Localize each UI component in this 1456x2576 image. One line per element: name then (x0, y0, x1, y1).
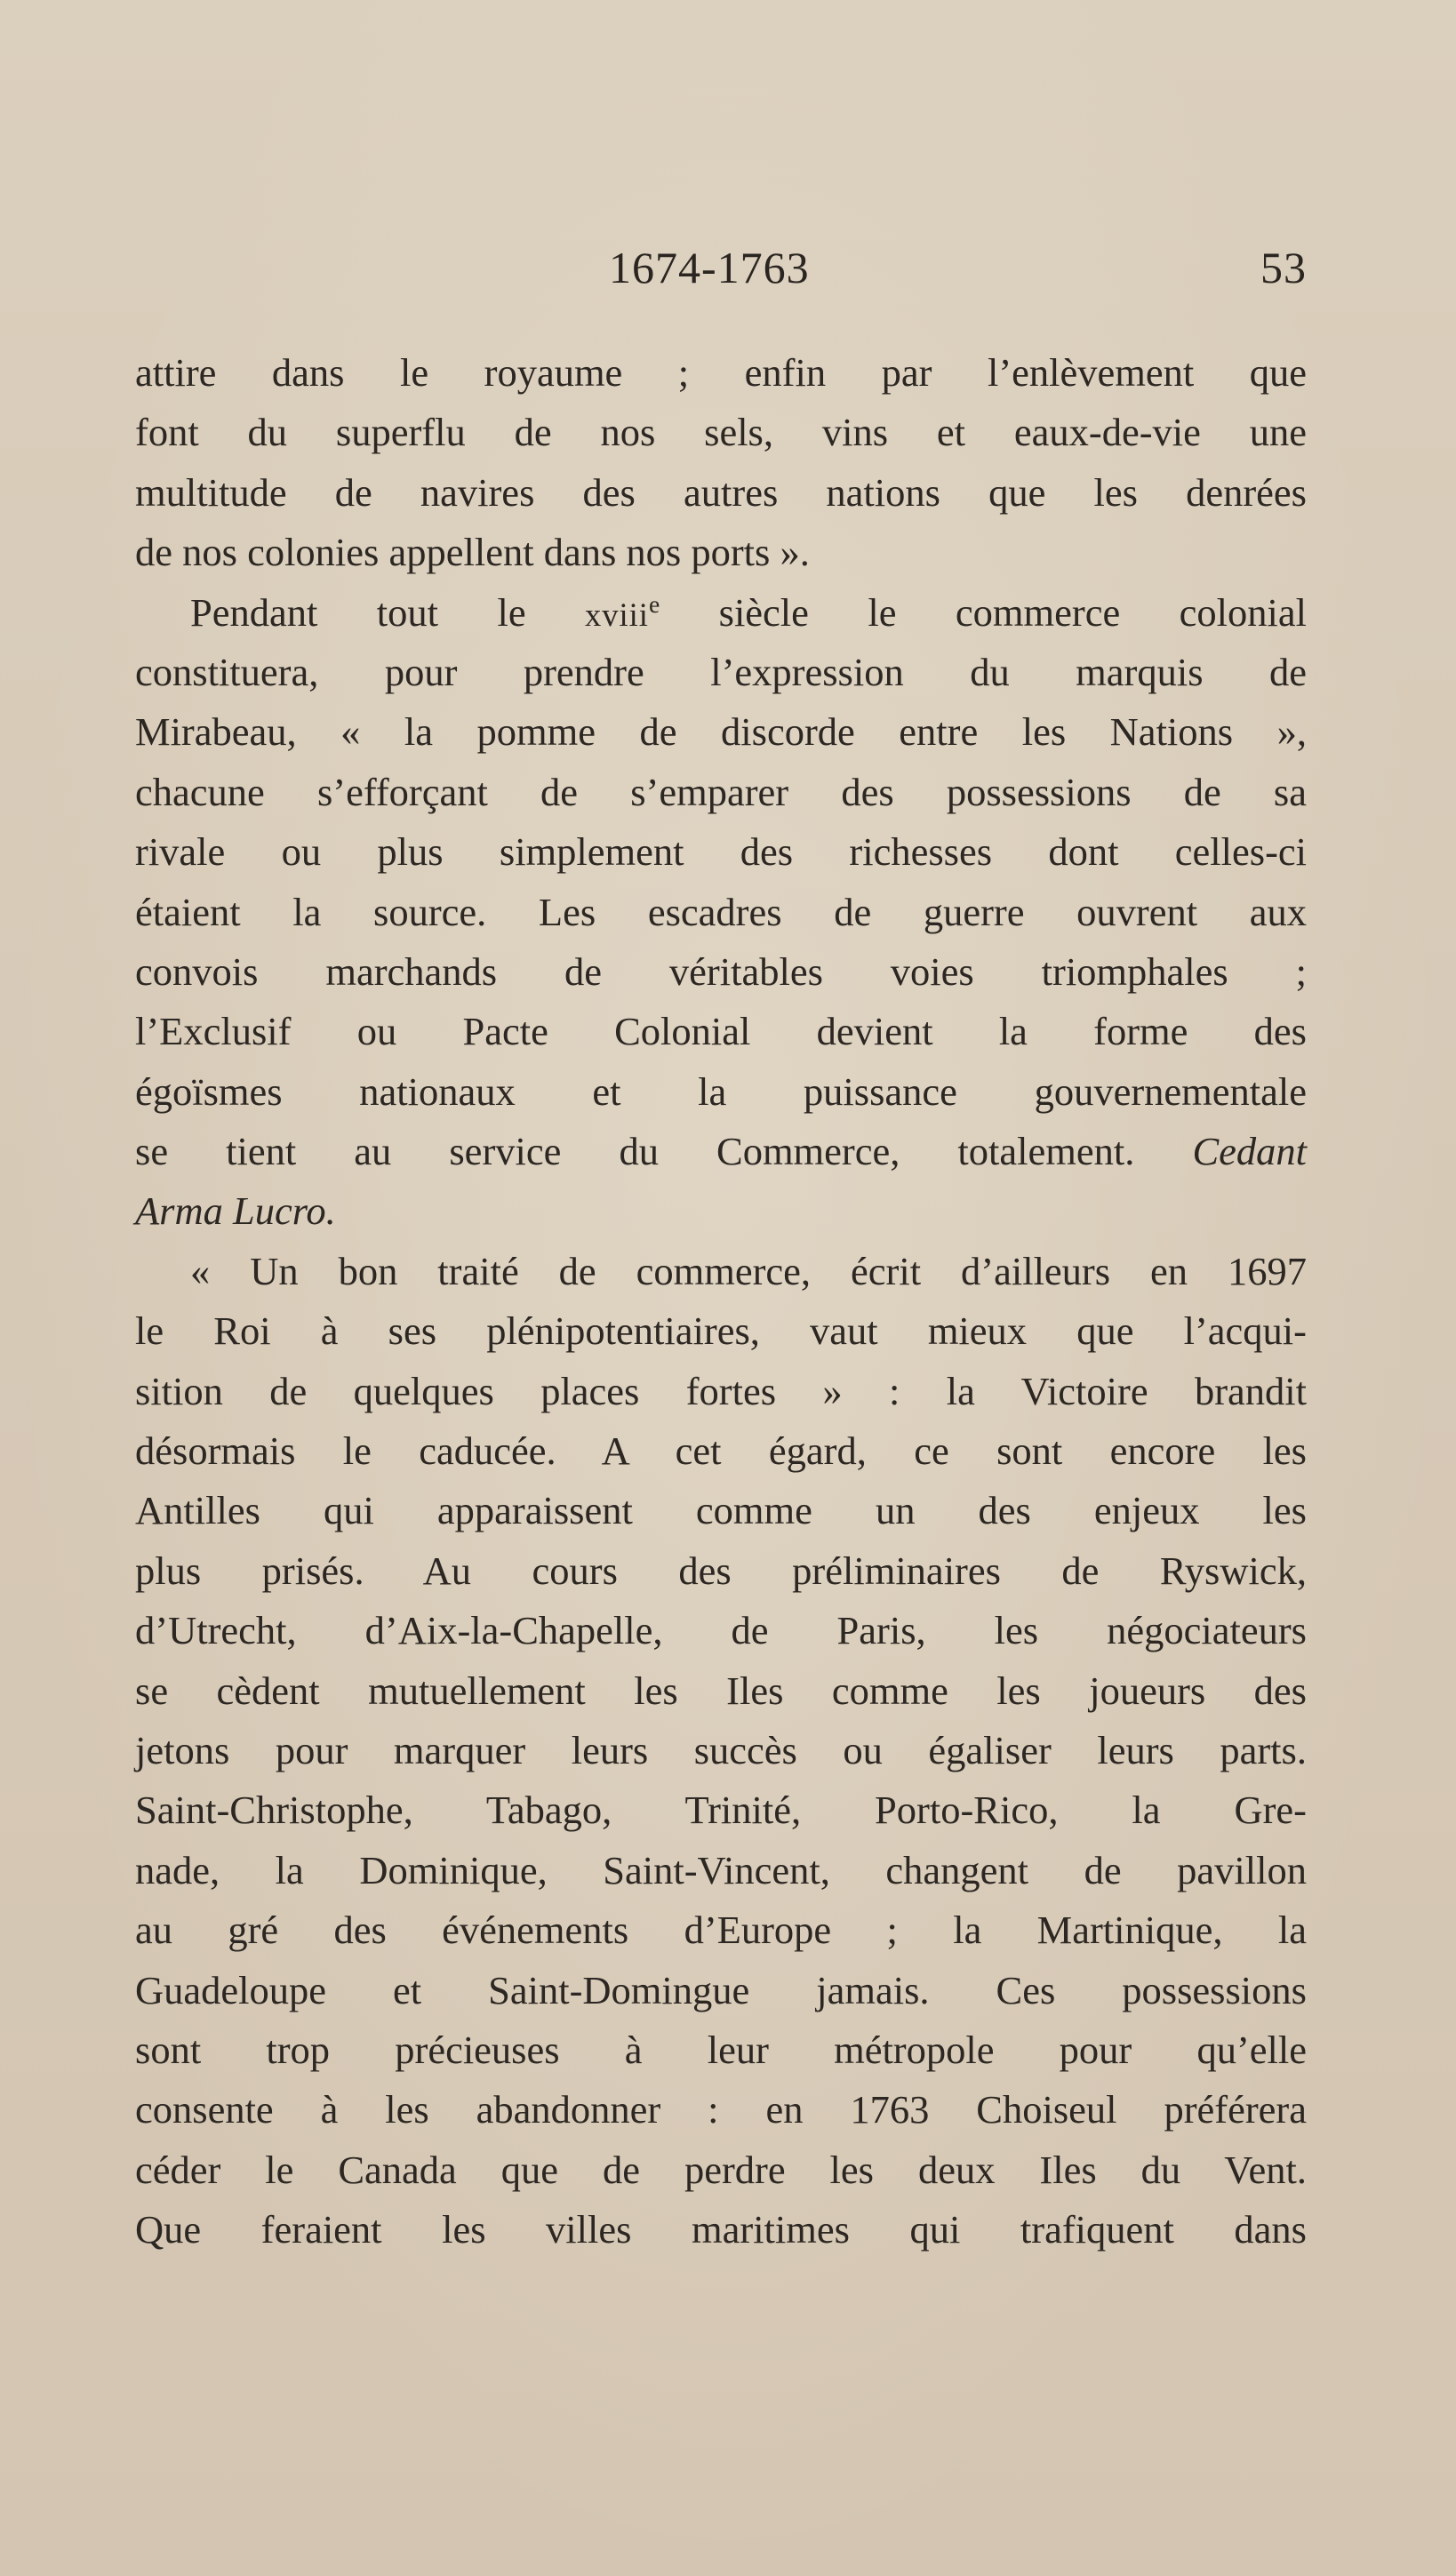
text-line: se cèdent mutuellement les Iles comme les joueurs des (135, 1668, 1307, 1713)
text-line: attire dans le royaume ; enfin par l’enlèvement que (135, 350, 1307, 395)
text-line: plus prisés. Au cours des préliminaires de Ryswick, (135, 1548, 1307, 1593)
text-line: le Roi à ses plénipotentiaires, vaut mieux que l’acqui- (135, 1308, 1307, 1354)
text-line: Mirabeau, « la pomme de discorde entre les Nations », (135, 709, 1307, 755)
body-text (135, 343, 1307, 2260)
text-line: Que feraient les villes maritimes qui trafiquent dans (135, 2207, 1307, 2252)
text-line: chacune s’efforçant de s’emparer des possessions de sa (135, 769, 1307, 814)
text-line: jetons pour marquer leurs succès ou égaliser leurs parts. (135, 1727, 1307, 1772)
page-number: 53 (1260, 243, 1307, 292)
running-head (133, 242, 1307, 304)
latin-phrase: Cedant (1192, 1129, 1307, 1174)
century-superscript: e (648, 589, 660, 618)
text-line: céder le Canada que de perdre les deux Iles du Vent. (135, 2147, 1307, 2192)
text-line-century (135, 583, 1307, 643)
text-line: sition de quelques places fortes » : la Victoire brandit (135, 1368, 1307, 1413)
running-title: 1674-1763 (609, 243, 810, 292)
text-line: consente à les abandonner : en 1763 Choiseul préférera (135, 2087, 1307, 2132)
text-line: constituera, pour prendre l’expression du marquis de (135, 649, 1307, 694)
text-line: rivale ou plus simplement des richesses dont celles-ci (135, 829, 1307, 875)
text-line: « Un bon traité de commerce, écrit d’ailleurs en 1697 (190, 1248, 1307, 1293)
text-line: d’Utrecht, d’Aix-la-Chapelle, de Paris, les négociateurs (135, 1608, 1307, 1653)
latin-phrase-line: Arma Lucro. (135, 1188, 336, 1234)
text-line: désormais le caducée. A cet égard, ce sont encore les (135, 1428, 1307, 1474)
text-line: nade, la Dominique, Saint-Vincent, changent de pavillon (135, 1847, 1307, 1892)
text-line: sont trop précieuses à leur métropole pour qu’elle (135, 2027, 1307, 2072)
century-numeral: xviii (585, 596, 649, 633)
text-line: Antilles qui apparaissent comme un des enjeux les (135, 1488, 1307, 1533)
text-fragment: se tient au service du Commerce, totalement. (135, 1129, 1193, 1174)
text-line: l’Exclusif ou Pacte Colonial devient la forme des (135, 1009, 1307, 1054)
text-line: étaient la source. Les escadres de guerre ouvrent aux (135, 889, 1307, 934)
text-fragment: Pendant tout le (190, 589, 586, 635)
text-line: Saint-Christophe, Tabago, Trinité, Porto-Rico, la Gre- (135, 1788, 1307, 1833)
text-line: de nos colonies appellent dans nos ports ». (135, 530, 810, 575)
text-line: convois marchands de véritables voies triomphales ; (135, 948, 1307, 994)
text-line-cedant (135, 1122, 1307, 1181)
text-line: au gré des événements d’Europe ; la Martinique, la (135, 1908, 1307, 1953)
text-fragment: siècle le commerce colonial (660, 589, 1307, 635)
text-line: égoïsmes nationaux et la puissance gouvernementale (135, 1068, 1307, 1114)
text-line: Guadeloupe et Saint-Domingue jamais. Ces possessions (135, 1967, 1307, 2012)
text-line: font du superflu de nos sels, vins et eaux-de-vie une (135, 410, 1307, 455)
text-line: multitude de navires des autres nations que les denrées (135, 469, 1307, 515)
